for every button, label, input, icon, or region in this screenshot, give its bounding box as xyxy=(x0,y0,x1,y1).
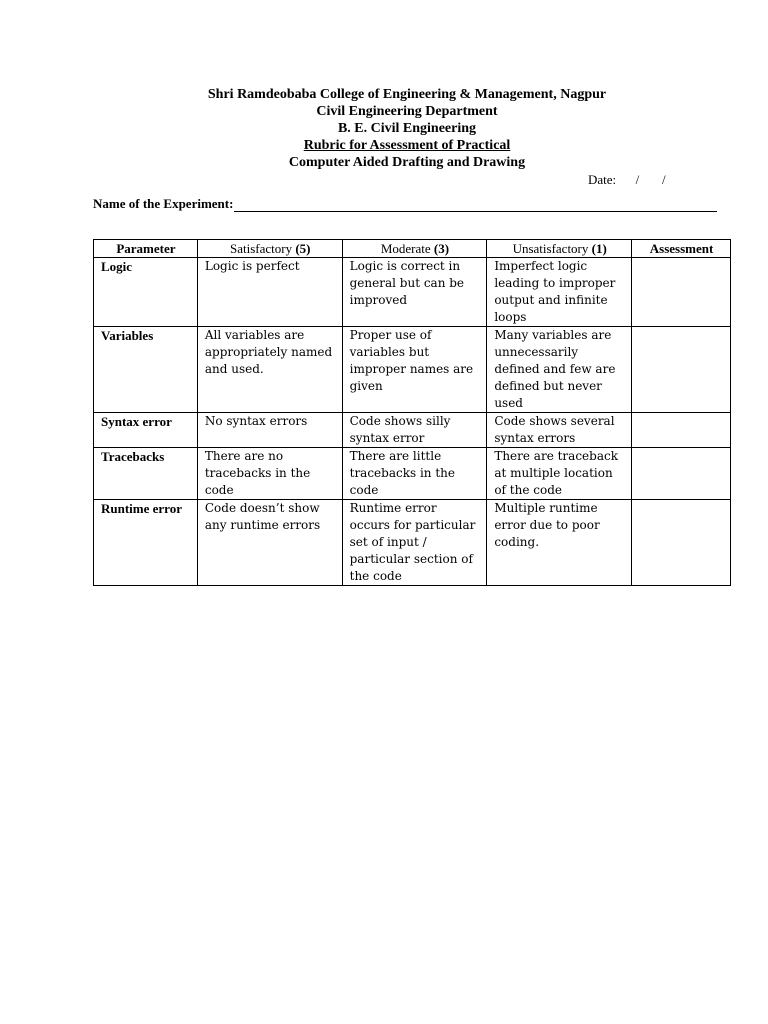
row-satisfactory: All variables are appropriately named and used. xyxy=(197,327,342,413)
header-satisfactory: Satisfactory (5) xyxy=(197,240,342,258)
experiment-name-field xyxy=(93,196,717,212)
row-moderate: Runtime error occurs for particular set of input / particular section of the code xyxy=(342,500,487,586)
college-name: Shri Ramdeobaba College of Engineering & Management, Nagpur xyxy=(207,87,607,102)
row-moderate: Logic is correct in general but can be improved xyxy=(342,258,487,327)
row-unsatisfactory: Imperfect logic leading to improper output and infinite loops xyxy=(487,258,632,327)
row-parameter: Syntax error xyxy=(94,413,198,448)
table-row xyxy=(94,258,731,327)
table-row xyxy=(94,413,731,448)
header-unsatisfactory: Unsatisfactory (1) xyxy=(487,240,632,258)
header-assessment: Assessment xyxy=(632,240,731,258)
row-unsatisfactory: Code shows several syntax errors xyxy=(487,413,632,448)
row-assessment[interactable] xyxy=(632,327,731,413)
date-field: Date: / / xyxy=(588,172,666,187)
row-unsatisfactory: There are traceback at multiple location of the code xyxy=(487,448,632,500)
table-header-row xyxy=(94,240,731,258)
row-parameter: Tracebacks xyxy=(94,448,198,500)
row-satisfactory: Code doesn’t show any runtime errors xyxy=(197,500,342,586)
rubric-table xyxy=(93,239,731,586)
row-assessment[interactable] xyxy=(632,448,731,500)
experiment-name-label: Name of the Experiment: xyxy=(93,196,234,211)
table-row xyxy=(94,500,731,586)
header-parameter: Parameter xyxy=(94,240,198,258)
row-parameter: Logic xyxy=(94,258,198,327)
table-row xyxy=(94,448,731,500)
experiment-name-blank xyxy=(234,198,717,212)
row-moderate: Code shows silly syntax error xyxy=(342,413,487,448)
row-satisfactory: Logic is perfect xyxy=(197,258,342,327)
row-parameter: Variables xyxy=(94,327,198,413)
row-assessment[interactable] xyxy=(632,500,731,586)
row-assessment[interactable] xyxy=(632,413,731,448)
row-moderate: Proper use of variables but improper names are given xyxy=(342,327,487,413)
header-moderate: Moderate (3) xyxy=(342,240,487,258)
row-satisfactory: No syntax errors xyxy=(197,413,342,448)
table-row xyxy=(94,327,731,413)
row-unsatisfactory: Multiple runtime error due to poor coding. xyxy=(487,500,632,586)
department-name: Civil Engineering Department xyxy=(316,104,498,119)
row-unsatisfactory: Many variables are unnecessarily defined and few are defined but never used xyxy=(487,327,632,413)
program-name: B. E. Civil Engineering xyxy=(337,121,477,136)
row-assessment[interactable] xyxy=(632,258,731,327)
course-name: Computer Aided Drafting and Drawing xyxy=(288,155,526,170)
rubric-title: Rubric for Assessment of Practical xyxy=(303,138,511,153)
row-parameter: Runtime error xyxy=(94,500,198,586)
document-header xyxy=(0,86,768,171)
row-satisfactory: There are no tracebacks in the code xyxy=(197,448,342,500)
row-moderate: There are little tracebacks in the code xyxy=(342,448,487,500)
